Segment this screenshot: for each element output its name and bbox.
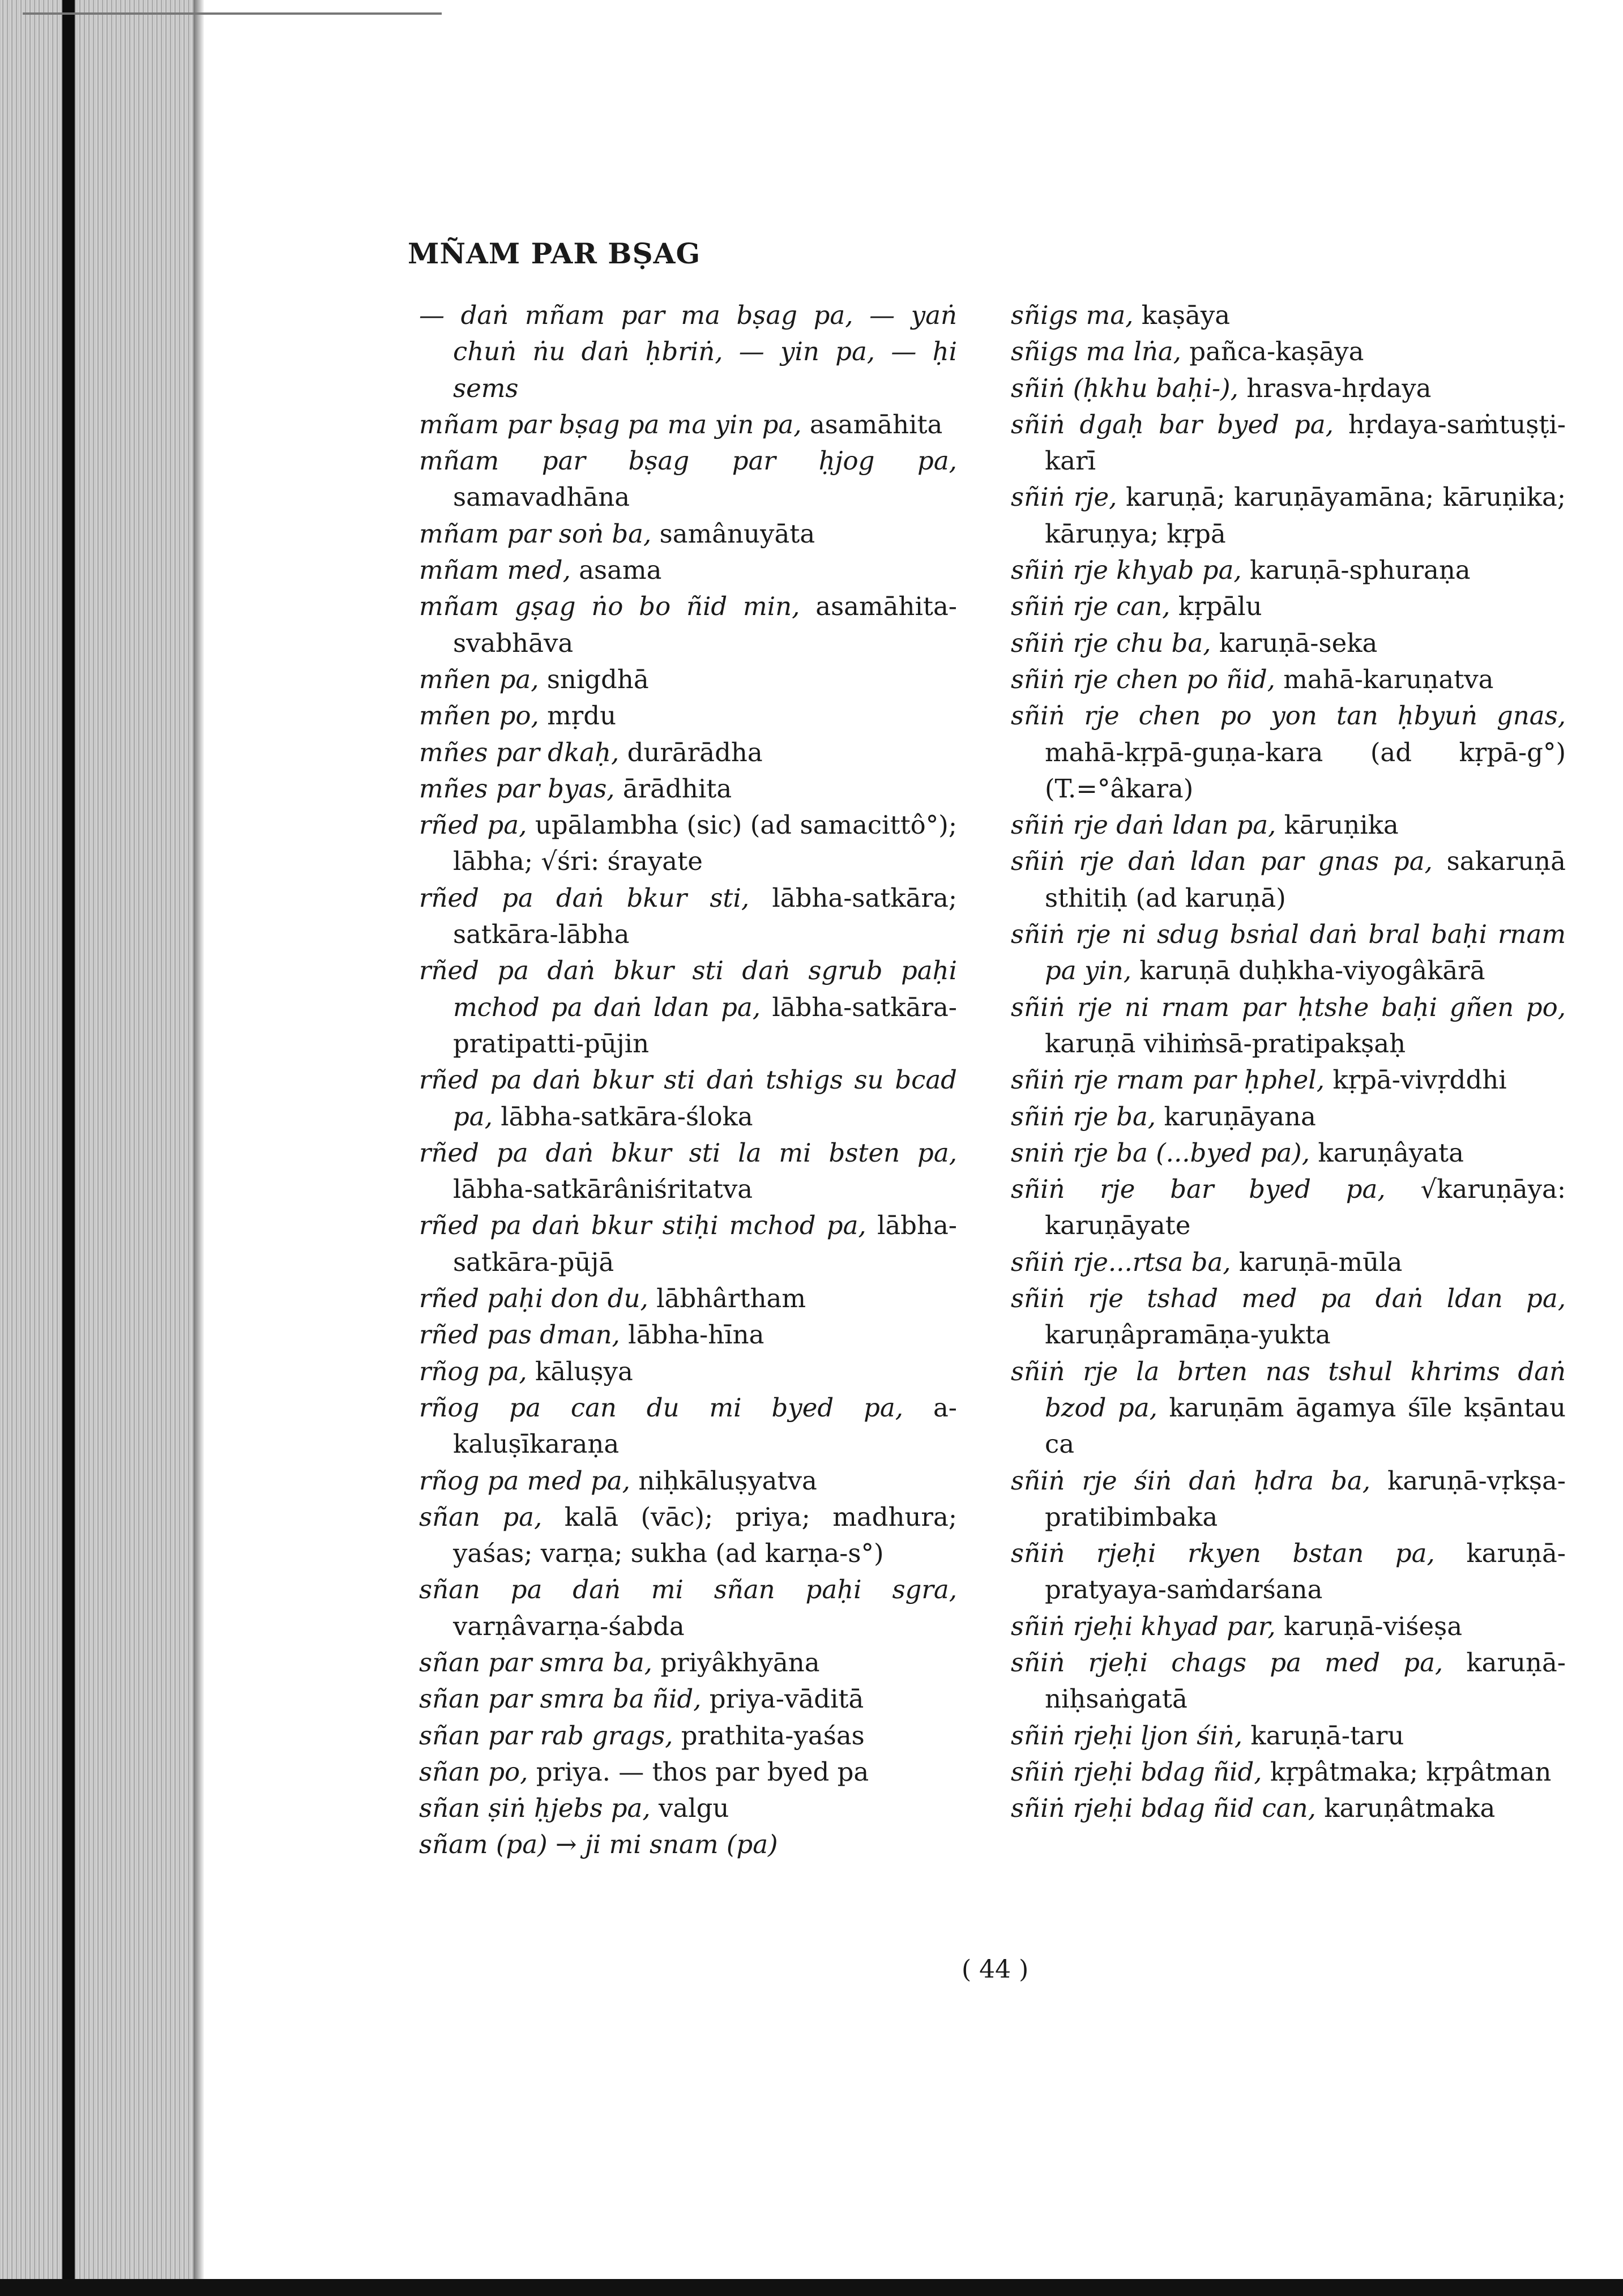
sanskrit-equivalent: karuṇâyata [1318, 1137, 1464, 1168]
tibetan-headword: mñam gṣag ṅo bo ñid min, [419, 591, 800, 622]
dictionary-entry [419, 662, 957, 698]
tibetan-headword: sñiṅ rje chu ba, [1011, 628, 1211, 658]
sanskrit-equivalent: kṛpâtmaka; kṛpâtman [1270, 1756, 1552, 1787]
tibetan-headword: sñiṅ rje chen po ñid, [1011, 664, 1275, 694]
sanskrit-equivalent: asamāhita-svabhāva [453, 591, 957, 658]
sanskrit-equivalent: karuṇā-mūla [1238, 1247, 1403, 1277]
dictionary-entry [419, 1499, 957, 1572]
tibetan-headword: rñed pa daṅ bkur sti, [419, 882, 750, 913]
page-running-head: MÑAM PAR BṢAG [408, 237, 701, 270]
dictionary-entry [419, 1390, 957, 1463]
sanskrit-equivalent: karuṇā-viśeṣa [1283, 1611, 1463, 1641]
tibetan-headword: sñiṅ rje rnam par ḥphel, [1011, 1065, 1325, 1095]
sanskrit-equivalent: karuṇā-vṛkṣa-pratibimbaka [1045, 1465, 1566, 1532]
tibetan-headword: rñed pa daṅ bkur sti daṅ sgrub paḥi mchod pa daṅ ldan pa, [419, 955, 957, 1022]
dictionary-entry [419, 953, 957, 1062]
dictionary-entry [419, 807, 957, 880]
sanskrit-equivalent: asama [579, 555, 662, 586]
tibetan-headword: sñam (pa) → ji mi snam (pa) [419, 1829, 778, 1860]
tibetan-headword: mñam par soṅ ba, [419, 518, 652, 549]
sanskrit-equivalent: ārādhita [622, 773, 732, 804]
dictionary-entry [1011, 1244, 1566, 1281]
bottom-rule [0, 2279, 1623, 2296]
sanskrit-equivalent: varṇâvarṇa-śabda [453, 1611, 685, 1641]
dictionary-entry [1011, 807, 1566, 843]
dictionary-entry [1011, 698, 1566, 807]
tibetan-headword: sñiṅ rje śiṅ daṅ ḥdra ba, [1011, 1465, 1370, 1496]
sanskrit-equivalent: upālambha (sic) (ad samacittô°); lābha; √śri: śrayate [453, 810, 957, 877]
dictionary-entry [419, 1754, 957, 1790]
sanskrit-equivalent: lābhârtham [656, 1283, 806, 1314]
dictionary-entry [419, 1207, 957, 1281]
dictionary-entry [419, 516, 957, 552]
dictionary-entry [419, 552, 957, 588]
sanskrit-equivalent: kāluṣya [535, 1356, 633, 1386]
sanskrit-equivalent: karuṇā-sphuraṇa [1250, 555, 1471, 586]
tibetan-headword: sñan po, [419, 1756, 528, 1787]
dictionary-entry [1011, 1354, 1566, 1463]
tibetan-headword: mñes par dkaḥ, [419, 737, 620, 767]
tibetan-headword: sñiṅ rje bar byed pa, [1011, 1174, 1386, 1205]
tibetan-headword: sñiṅ rjeḥi khyad par, [1011, 1611, 1276, 1641]
dictionary-entry [419, 1354, 957, 1390]
sanskrit-equivalent: hrasva-hṛdaya [1246, 373, 1432, 403]
sanskrit-equivalent: karuṇā duḥkha-viyogâkārā [1139, 955, 1485, 986]
dictionary-entry [1011, 588, 1566, 625]
sanskrit-equivalent: kṛpālu [1178, 591, 1262, 622]
dictionary-entry [1011, 916, 1566, 989]
dictionary-entry [1011, 1718, 1566, 1754]
dictionary-entry [1011, 1608, 1566, 1645]
tibetan-headword: — daṅ mñam par ma bṣag pa, — yaṅ chuṅ ṅu daṅ ḥbriṅ, — yin pa, — ḥi sems [419, 300, 957, 403]
sanskrit-equivalent: √karuṇāya: karuṇāyate [1045, 1174, 1566, 1241]
dictionary-entry [419, 735, 957, 771]
tibetan-headword: sñiṅ rje daṅ ldan pa, [1011, 810, 1276, 840]
tibetan-headword: sñiṅ (ḥkhu baḥi-), [1011, 373, 1238, 403]
dictionary-entry [1011, 334, 1566, 370]
tibetan-headword: sñiṅ rje la brten nas tshul khrims daṅ bzod pa, [1011, 1356, 1566, 1423]
sanskrit-equivalent: lābha-satkāra-śloka [501, 1101, 753, 1132]
sanskrit-equivalent: snigdhā [546, 664, 649, 694]
tibetan-headword: mñen po, [419, 701, 539, 731]
tibetan-headword: rñed pa daṅ bkur sti la mi bsten pa, [419, 1137, 957, 1168]
dictionary-entry [419, 1826, 957, 1863]
sanskrit-equivalent: pañca-kaṣāya [1189, 336, 1364, 367]
dictionary-entry [1011, 1099, 1566, 1135]
tibetan-headword: rñog pa can du mi byed pa, [419, 1392, 904, 1423]
tibetan-headword: sñiṅ rje ni rnam par ḥtshe baḥi gñen po, [1011, 992, 1566, 1022]
tibetan-headword: sñan pa, [419, 1501, 543, 1532]
tibetan-headword: sñiṅ rje tshad med pa daṅ ldan pa, [1011, 1283, 1566, 1314]
tibetan-headword: sñiṅ rje chen po yon tan ḥbyuṅ gnas, [1011, 701, 1566, 731]
dictionary-entry [1011, 1281, 1566, 1354]
tibetan-headword: sñiṅ rje can, [1011, 591, 1171, 622]
dictionary-entry [1011, 989, 1566, 1062]
dictionary-entry [419, 1572, 957, 1645]
sanskrit-equivalent: kṛpā-vivṛddhi [1332, 1065, 1507, 1095]
top-rule [23, 12, 442, 15]
tibetan-headword: sñan ṣiṅ ḥjebs pa, [419, 1793, 651, 1824]
dictionary-entry [1011, 662, 1566, 698]
tibetan-headword: sñan par smra ba, [419, 1647, 652, 1678]
dictionary-entry [419, 297, 957, 407]
tibetan-headword: mñam par bṣag pa ma yin pa, [419, 409, 802, 439]
tibetan-headword: mñam par bṣag par ḥjog pa, [419, 446, 957, 476]
tibetan-headword: rñed pa daṅ bkur stiḥi mchod pa, [419, 1210, 866, 1241]
tibetan-headword: sñiṅ rjeḥi chags pa med pa, [1011, 1647, 1443, 1678]
dictionary-entry [419, 1135, 957, 1208]
tibetan-headword: rñog pa, [419, 1356, 527, 1386]
dictionary-entry [1011, 370, 1566, 407]
tibetan-headword: sñan pa daṅ mi sñan paḥi sgra, [419, 1574, 957, 1605]
tibetan-headword: sñiṅ rjeḥi bdag ñid, [1011, 1756, 1262, 1787]
tibetan-headword: rñed pa daṅ bkur sti daṅ tshigs su bcad pa, [419, 1065, 957, 1132]
dictionary-entry [419, 1645, 957, 1681]
sanskrit-equivalent: kāruṇika [1284, 810, 1399, 840]
dictionary-entry [419, 698, 957, 734]
sanskrit-equivalent: karuṇā vihiṁsā-pratipakṣaḥ [1045, 1028, 1406, 1059]
tibetan-headword: rñed pas dman, [419, 1320, 620, 1350]
dictionary-entry [1011, 1645, 1566, 1718]
sanskrit-equivalent: lābha-satkāra-pūjā [453, 1210, 957, 1277]
sanskrit-equivalent: durārādha [627, 737, 763, 767]
page-number: ( 44 ) [962, 1955, 1029, 1984]
sanskrit-equivalent: priya-vāditā [709, 1684, 864, 1714]
dictionary-entry [419, 1790, 957, 1826]
tibetan-headword: sniṅ rje ba (...byed pa), [1011, 1137, 1310, 1168]
book-gutter-edge [0, 0, 204, 2296]
tibetan-headword: sñiṅ dgaḥ bar byed pa, [1011, 409, 1334, 439]
sanskrit-equivalent: prathita-yaśas [681, 1720, 865, 1751]
sanskrit-equivalent: sakaruṇā sthitiḥ (ad karuṇā) [1045, 846, 1566, 913]
sanskrit-equivalent: lābha-satkāra; satkāra-lābha [453, 882, 958, 950]
tibetan-headword: sñiṅ rjeḥi rkyen bstan pa, [1011, 1538, 1435, 1569]
tibetan-headword: sñan par smra ba ñid, [419, 1684, 702, 1714]
tibetan-headword: sñiṅ rje, [1011, 482, 1117, 513]
sanskrit-equivalent: karuṇā-pratyaya-saṁdarśana [1045, 1538, 1566, 1605]
sanskrit-equivalent: karuṇām āgamya śīle kṣāntau ca [1045, 1392, 1566, 1459]
tibetan-headword: sñiṅ rjeḥi bdag ñid can, [1011, 1793, 1316, 1824]
sanskrit-equivalent: karuṇâtmaka [1324, 1793, 1496, 1824]
dictionary-entry [1011, 843, 1566, 916]
tibetan-headword: sñigs ma lṅa, [1011, 336, 1181, 367]
dictionary-entry [1011, 1790, 1566, 1826]
sanskrit-equivalent: niḥkāluṣyatva [638, 1465, 817, 1496]
tibetan-headword: rñed pa, [419, 810, 527, 840]
sanskrit-equivalent: samânuyāta [659, 518, 815, 549]
tibetan-headword: mñen pa, [419, 664, 539, 694]
dictionary-entry [1011, 479, 1566, 552]
sanskrit-equivalent: kalā (vāc); priya; madhura; yaśas; varṇa; sukha (ad karṇa-s°) [453, 1501, 957, 1569]
tibetan-headword: sñiṅ rje khyab pa, [1011, 555, 1242, 586]
dictionary-entry [1011, 1062, 1566, 1098]
tibetan-headword: mñam med, [419, 555, 571, 586]
dictionary-entry [1011, 552, 1566, 588]
tibetan-headword: sñiṅ rje...rtsa ba, [1011, 1247, 1231, 1277]
dictionary-entry [419, 771, 957, 807]
sanskrit-equivalent: a-kaluṣīkaraṇa [453, 1392, 957, 1459]
right-column [1011, 297, 1566, 1826]
sanskrit-equivalent: karuṇā-taru [1250, 1720, 1404, 1751]
dictionary-entry [419, 880, 957, 953]
dictionary-entry [419, 1463, 957, 1499]
sanskrit-equivalent: kaṣāya [1141, 300, 1231, 330]
sanskrit-equivalent: mahā-kṛpā-guṇa-kara (ad kṛpā-g°) (T.=°âkara) [1045, 737, 1566, 804]
sanskrit-equivalent: asamāhita [809, 409, 943, 439]
dictionary-entry [419, 407, 957, 443]
sanskrit-equivalent: lābha-satkāra-pratipatti-pūjin [453, 992, 958, 1059]
sanskrit-equivalent: samavadhāna [453, 482, 630, 513]
sanskrit-equivalent: valgu [658, 1793, 729, 1824]
tibetan-headword: mñes par byas, [419, 773, 615, 804]
dictionary-entry [419, 1281, 957, 1317]
dictionary-entry [419, 1317, 957, 1353]
dictionary-entry [1011, 1135, 1566, 1171]
tibetan-headword: sñiṅ rje ba, [1011, 1101, 1156, 1132]
tibetan-headword: rñed paḥi don du, [419, 1283, 648, 1314]
tibetan-headword: sñiṅ rje daṅ ldan par gnas pa, [1011, 846, 1433, 877]
sanskrit-equivalent: priyâkhyāna [660, 1647, 820, 1678]
sanskrit-equivalent: karuṇâpramāṇa-yukta [1045, 1320, 1331, 1350]
dictionary-entry [1011, 1754, 1566, 1790]
tibetan-headword: sñiṅ rje ni sdug bsṅal daṅ bral baḥi rnam pa yin, [1011, 919, 1566, 986]
sanskrit-equivalent: karuṇā-niḥsaṅgatā [1045, 1647, 1566, 1714]
tibetan-headword: sñigs ma, [1011, 300, 1134, 330]
left-column [419, 297, 957, 1863]
dictionary-entry [1011, 625, 1566, 662]
sanskrit-equivalent: karuṇā; karuṇāyamāna; kāruṇika; kāruṇya; kṛpā [1045, 482, 1566, 549]
dictionary-entry [1011, 1463, 1566, 1536]
dictionary-entry [419, 1681, 957, 1717]
sanskrit-equivalent: lābha-hīna [628, 1320, 764, 1350]
tibetan-headword: rñog pa med pa, [419, 1465, 630, 1496]
dictionary-entry [1011, 1171, 1566, 1244]
dictionary-entry [1011, 1535, 1566, 1608]
sanskrit-equivalent: mṛdu [547, 701, 617, 731]
tibetan-headword: sñan par rab grags, [419, 1720, 673, 1751]
dictionary-entry [419, 443, 957, 516]
dictionary-entry [1011, 407, 1566, 480]
dictionary-entry [419, 1062, 957, 1135]
sanskrit-equivalent: hṛdaya-saṁtuṣṭi-karī [1045, 409, 1566, 476]
dictionary-entry [1011, 297, 1566, 334]
sanskrit-equivalent: karuṇāyana [1164, 1101, 1316, 1132]
sanskrit-equivalent: karuṇā-seka [1219, 628, 1378, 658]
tibetan-headword: sñiṅ rjeḥi ljon śiṅ, [1011, 1720, 1243, 1751]
dictionary-entry [419, 588, 957, 662]
sanskrit-equivalent: priya. — thos par byed pa [536, 1756, 869, 1787]
sanskrit-equivalent: lābha-satkārâniśritatva [453, 1174, 753, 1205]
sanskrit-equivalent: mahā-karuṇatva [1283, 664, 1494, 694]
dictionary-entry [419, 1718, 957, 1754]
